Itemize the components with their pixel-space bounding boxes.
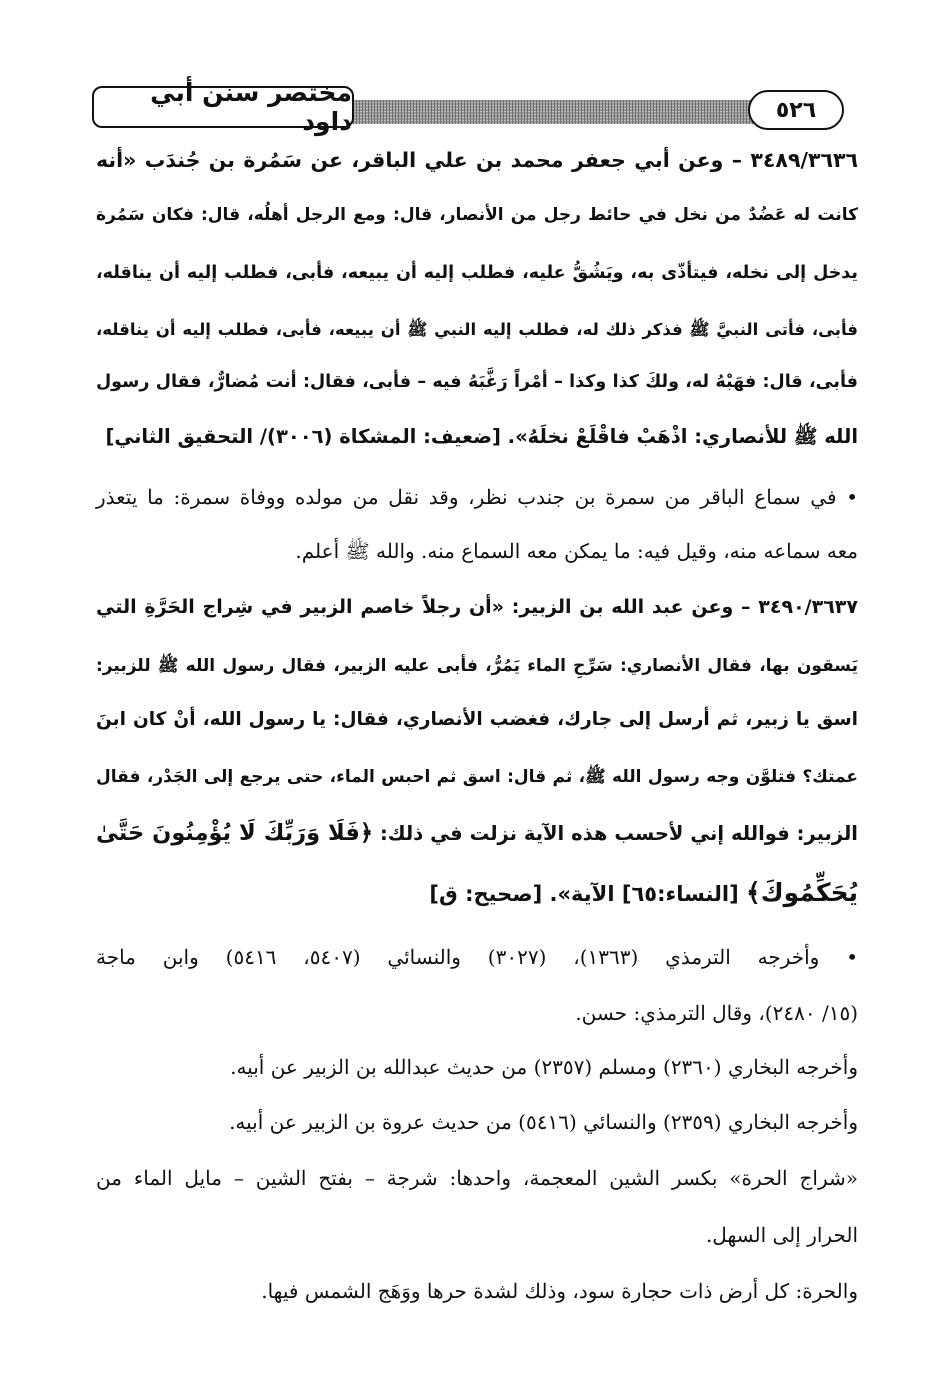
- hadith-3490-line-6: [429, 878, 858, 909]
- hadith-3490-line-5: [96, 818, 858, 849]
- quran-verse-end: يُحَكِّمُوكَ﴾: [746, 878, 858, 907]
- book-title-text: مختصر سنن أبي داود: [150, 78, 352, 136]
- page-number: [748, 90, 844, 130]
- hadith-3489-line-3: يدخل إلى نخله، فيتأذّى به، ويَشُقُّ عليه، فطلب إليه أن يبيعه، فأبى، فطلب إليه أن يناقله،: [96, 263, 858, 283]
- hadith-3489-line-1: ٣٤٨٩/٣٦٣٦ – وعن أبي جعفر محمد بن علي الباقر، عن سَمُرة بن جُندَب «أنه: [96, 148, 858, 172]
- hadith-3489-line-2: كانت له عَضُدٌ من نخل في حائط رجل من الأنصار، قال: ومع الرجل أهلُه، قال: فكان سَمُرة: [96, 205, 858, 225]
- book-title: [92, 78, 354, 136]
- hadith-3490-line-3: اسق يا زبير، ثم أرسل إلى جارك، فغضب الأنصاري، فقال: يا رسول الله، أنْ كان ابنَ: [96, 709, 858, 730]
- note-3489-line-1: • في سماع الباقر من سمرة بن جندب نظر، وقد نقل من مولده ووفاة سمرة: ما يتعذر: [96, 485, 858, 509]
- note-3490-line-1: • وأخرجه الترمذي (١٣٦٣)، (٣٠٢٧) والنسائي (٥٤٠٧، ٥٤١٦) وابن ماجة: [96, 945, 858, 969]
- note-3490-line-4: وأخرجه البخاري (٢٣٥٩) والنسائي (٥٤١٦) من حديث عروة بن الزبير عن أبيه.: [229, 1110, 858, 1134]
- page-number-text: ٥٢٦: [775, 97, 817, 123]
- note-3490-line-2: (١٥/ ٢٤٨٠)، وقال الترمذي: حسن.: [575, 1001, 858, 1025]
- hadith-3490-reference: [النساء:٦٥] الآية». [صحيح: ق]: [429, 882, 739, 906]
- hadith-3490-line-2: يَسقون بها، فقال الأنصاري: سَرِّحِ الماء يَمُرُّ، فأبى عليه الزبير، فقال رسول الله ﷺ للزبير:: [96, 656, 858, 676]
- quran-verse-start: ﴿فَلَا وَرَبِّكَ لَا يُؤْمِنُونَ حَتَّىٰ: [96, 820, 374, 846]
- note-3490-line-6: الحرار إلى السهل.: [705, 1223, 858, 1247]
- hadith-3490-line-5-text: الزبير: فوالله إني لأحسب هذه الآية نزلت في ذلك:: [379, 822, 858, 845]
- hadith-3490-line-1: ٣٤٩٠/٣٦٣٧ – وعن عبد الله بن الزبير: «أن رجلاً خاصم الزبير في شِراج الحَرَّةِ التي: [96, 596, 858, 618]
- note-3490-line-3: وأخرجه البخاري (٢٣٦٠) ومسلم (٢٣٥٧) من حديث عبدالله بن الزبير عن أبيه.: [230, 1055, 858, 1079]
- note-3490-line-5: «شراج الحرة» بكسر الشين المعجمة، واحدها: شرجة – بفتح الشين – مايل الماء من: [96, 1166, 858, 1190]
- note-3490-line-7: والحرة: كل أرض ذات حجارة سود، وذلك لشدة حرها ووَهَج الشمس فيها.: [261, 1279, 858, 1303]
- note-3489-line-2: معه سماعه منه، وقيل فيه: ما يمكن معه السماع منه. والله ﷺ أعلم.: [295, 539, 858, 563]
- hadith-3489-line-5: فأبى، قال: فهَبْهُ له، ولكَ كذا وكذا – أمْراً رَغَّبَهُ فيه – فأبى، فقال: أنت مُضارٌّ، فقال رسول: [96, 372, 858, 392]
- hadith-3489-line-4: فأبى، فأتى النبيَّ ﷺ فذكر ذلك له، فطلب إليه النبي ﷺ أن يبيعه، فأبى، فطلب إليه أن يناقله،: [96, 320, 858, 339]
- hadith-3490-line-4: عمتك؟ فتلوَّن وجه رسول الله ﷺ، ثم قال: اسق ثم احبس الماء، حتى يرجع إلى الجَدْر، فقال: [96, 767, 858, 787]
- hadith-3489-line-6: الله ﷺ للأنصاري: اذْهَبْ فاقْلَعْ نخلَهُ». [ضعيف: المشكاة (٣٠٠٦)/ التحقيق الثاني]: [105, 425, 858, 448]
